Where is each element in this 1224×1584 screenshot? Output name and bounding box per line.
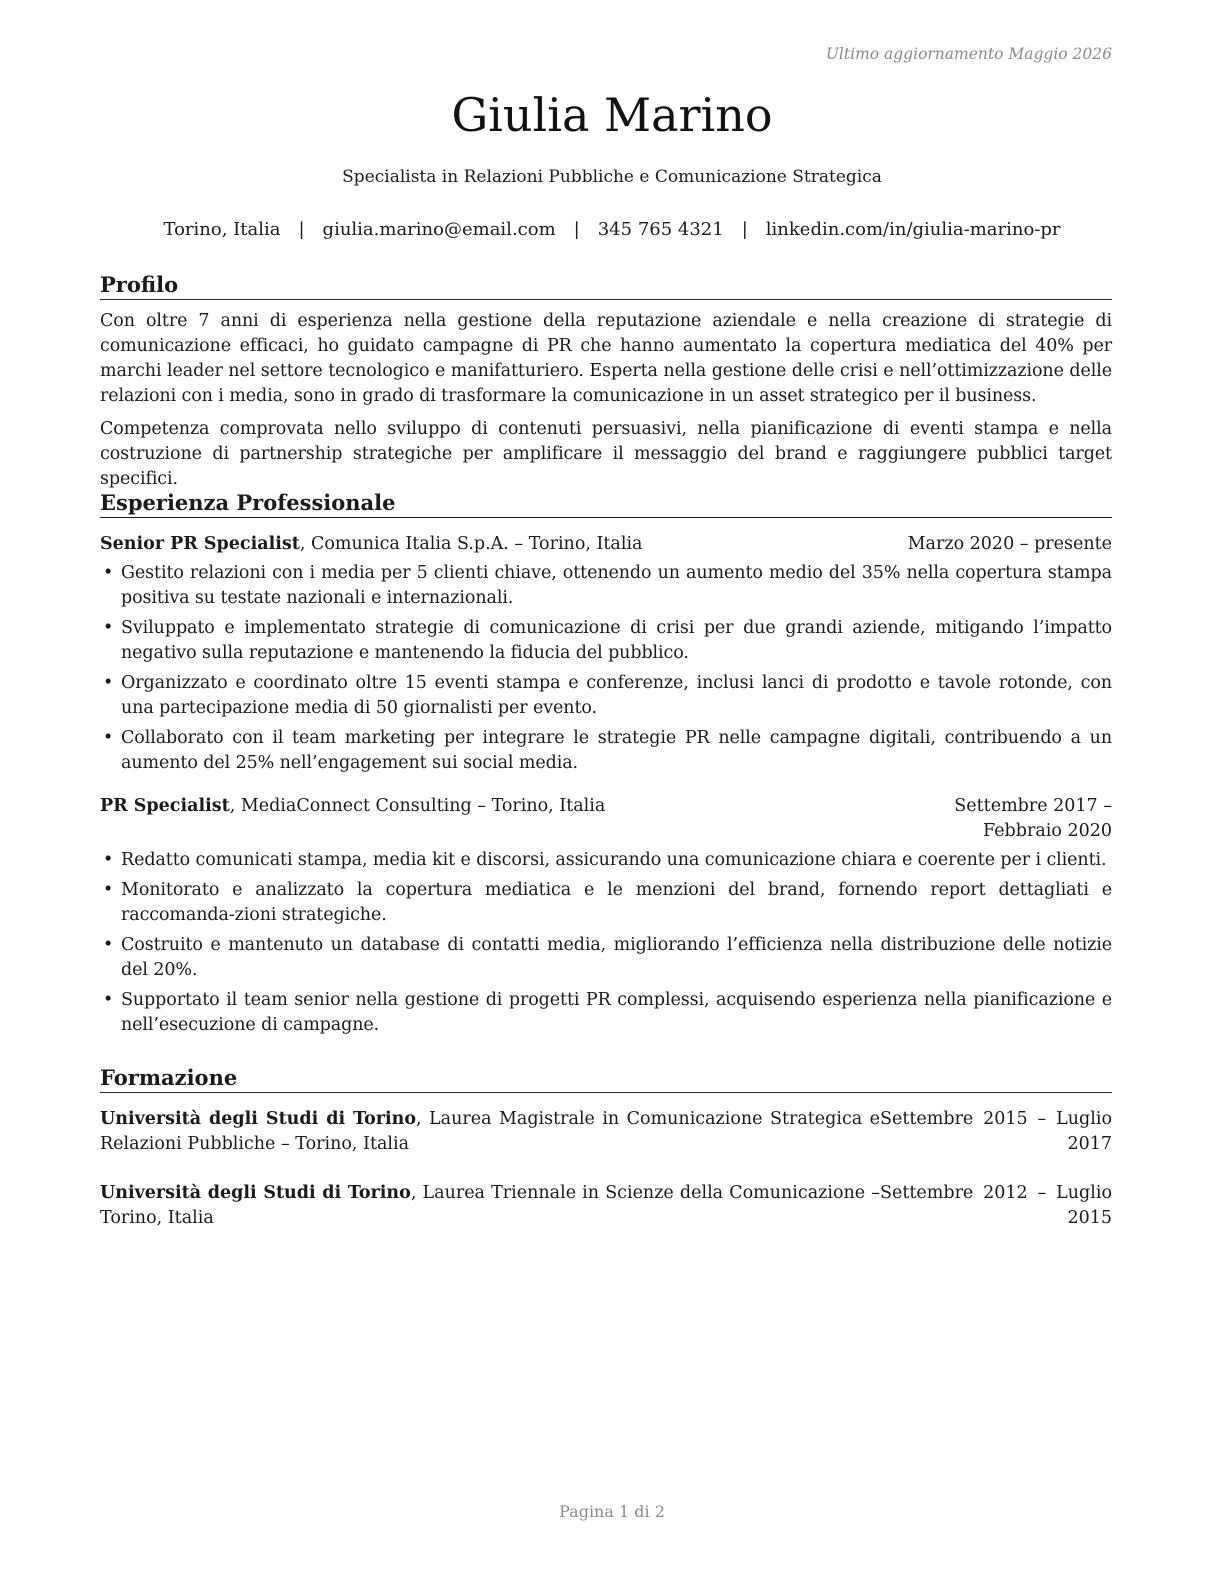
job-entry xyxy=(100,794,1112,1038)
education-detail: , Laurea Magistrale in Comunicazione Strategica e Relazioni Pubbliche – Torino, Italia xyxy=(100,1109,881,1154)
last-updated: Ultimo aggiornamento Maggio 2026 xyxy=(825,45,1112,63)
profile-paragraph: Con oltre 7 anni di esperienza nella gestione della reputazione aziendale e nella creazione di strategie di comunicazione efficaci, ho guidato campagne di PR che hanno aumentato la copertura mediatica del 40% per marchi leader nel settore tecnologico e manifatturiero. Esperta nella gestione delle crisi e nell’ottimizzazione delle relazioni con i media, sono in grado di trasformare la comunicazione in un asset strategico per il business. xyxy=(100,311,1112,406)
job-header xyxy=(100,532,1112,557)
profile-section xyxy=(100,271,1112,492)
job-dates: Settembre 2017 – Febbraio 2020 xyxy=(954,796,1112,841)
page-number: Pagina 1 di 2 xyxy=(559,1502,665,1521)
list-item: • Collaborato con il team marketing per integrare le strategie PR nelle campagne digitali, contribuendo a un aumento del 25% nell’engagement sui social media. xyxy=(103,728,1112,773)
education-section xyxy=(100,1064,1112,1231)
job-bullets xyxy=(100,848,1112,1038)
education-detail: , Laurea Triennale in Scienze della Comunicazione – Torino, Italia xyxy=(100,1183,880,1228)
list-item: • Redatto comunicati stampa, media kit e discorsi, assicurando una comunicazione chiara e coerente per i clienti. xyxy=(103,850,1107,870)
job-company: , MediaConnect Consulting – Torino, Italia xyxy=(229,796,606,816)
education-entry xyxy=(100,1181,1112,1231)
contact-separator: | xyxy=(573,219,580,240)
candidate-subtitle: Specialista in Relazioni Pubbliche e Comunicazione Strategica xyxy=(342,167,882,187)
experience-section xyxy=(100,489,1112,1043)
job-dates: Marzo 2020 – presente xyxy=(907,534,1112,554)
list-item: • Supportato il team senior nella gestione di progetti PR complessi, acquisendo esperienza nella pianificazione e nell’esecuzione di campagne. xyxy=(103,990,1112,1035)
profile-paragraph: Competenza comprovata nello sviluppo di contenuti persuasivi, nella pianificazione di eventi stampa e nella costruzione di partnership strategiche per amplificare il messaggio del brand e raggiungere pubblici target specifici. xyxy=(100,419,1112,489)
contact-line xyxy=(0,219,1224,240)
contact-city: Torino, Italia xyxy=(163,219,281,240)
education-school: Università degli Studi di Torino xyxy=(100,1109,417,1129)
job-bullets xyxy=(100,561,1112,776)
list-item: • Sviluppato e implementato strategie di comunicazione di crisi per due grandi aziende, mitigando l’impatto negativo sulla reputazione e mantenendo la fiducia del pubblico. xyxy=(103,618,1112,663)
job-role: PR Specialist xyxy=(100,796,230,816)
contact-phone: 345 765 4321 xyxy=(597,219,724,240)
job-company: , Comunica Italia S.p.A. – Torino, Italia xyxy=(299,534,643,554)
list-item: • Monitorato e analizzato la copertura mediatica e le menzioni del brand, fornendo report dettagliati e raccomanda-zioni strategiche. xyxy=(103,880,1112,925)
contact-separator: | xyxy=(741,219,748,240)
contact-separator: | xyxy=(298,219,305,240)
section-title-profile: Profilo xyxy=(100,271,1112,300)
list-item: • Gestito relazioni con i media per 5 clienti chiave, ottenendo un aumento medio del 35% nella copertura stampa positiva su testate nazionali e internazionali. xyxy=(103,563,1112,608)
section-title-education: Formazione xyxy=(100,1064,1112,1093)
job-role: Senior PR Specialist xyxy=(100,534,300,554)
candidate-name: Giulia Marino xyxy=(451,88,773,142)
list-item: • Organizzato e coordinato oltre 15 eventi stampa e conferenze, inclusi lanci di prodotto e tavole rotonde, con una partecipazione media di 50 giornalisti per evento. xyxy=(103,673,1112,718)
education-entry xyxy=(100,1107,1112,1157)
education-dates: Settembre 2015 – Luglio 2017 xyxy=(880,1109,1112,1154)
list-item: • Costruito e mantenuto un database di contatti media, migliorando l’efficienza nella distribuzione delle notizie del 20%. xyxy=(103,935,1112,980)
contact-linkedin[interactable]: linkedin.com/in/giulia-marino-pr xyxy=(765,219,1061,240)
section-title-experience: Esperienza Professionale xyxy=(100,489,1112,518)
contact-email[interactable]: giulia.marino@email.com xyxy=(322,219,556,240)
job-entry xyxy=(100,532,1112,776)
education-dates: Settembre 2012 – Luglio 2015 xyxy=(880,1183,1112,1228)
education-school: Università degli Studi di Torino xyxy=(100,1183,411,1203)
job-header xyxy=(100,794,1112,844)
